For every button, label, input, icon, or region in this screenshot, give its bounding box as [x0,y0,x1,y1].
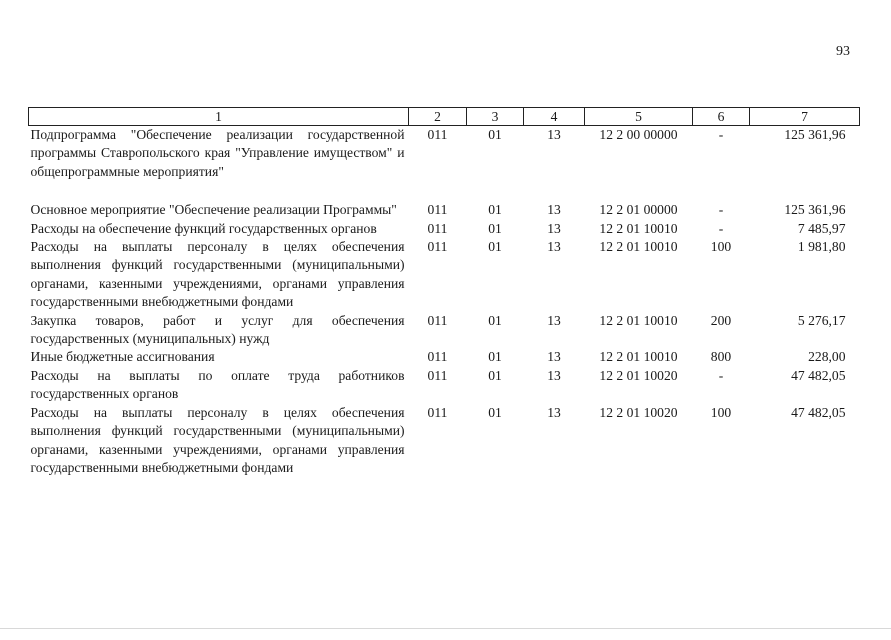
row-amount: 228,00 [808,349,846,365]
row-section-code: 01 [488,349,502,365]
table-row [29,126,860,182]
row-target-article: 12 2 01 10020 [599,404,678,420]
table-row [29,238,860,312]
row-ministry-code: 011 [427,239,448,255]
column-header-3: 3 [467,108,524,126]
row-expense-type: - [718,127,724,142]
row-section-code: 01 [488,202,502,218]
row-subsection-code: 13 [547,239,561,255]
row-target-article: 12 2 01 10010 [599,220,678,236]
row-name: Подпрограмма "Обеспечение реализации государственной программы Ставропольского края "Управление имуществом" и общепрограммные мероприятия" [30,127,405,179]
row-spacer [29,181,860,201]
row-amount: 47 482,05 [791,404,846,420]
row-target-article: 12 2 01 10010 [599,349,678,365]
row-ministry-code: 011 [427,404,448,420]
row-name: Иные бюджетные ассигнования [30,349,215,365]
row-subsection-code: 13 [547,349,561,365]
budget-table [28,107,860,477]
row-subsection-code: 13 [547,312,561,328]
row-ministry-code: 011 [427,349,448,365]
column-header-1: 1 [29,108,409,126]
row-expense-type: 100 [710,404,732,420]
row-expense-type: 800 [710,349,732,365]
row-amount: 125 361,96 [784,127,846,142]
row-name: Расходы на выплаты персоналу в целях обеспечения выполнения функций государственными (муниципальными) органами, казенными учреждениями, органами управления государственными внебюджетными фондами [30,239,405,310]
row-target-article: 12 2 01 10020 [599,367,678,383]
column-header-6: 6 [693,108,750,126]
row-name: Расходы на обеспечение функций государственных органов [30,220,377,236]
row-expense-type: - [718,202,724,218]
row-subsection-code: 13 [547,220,561,236]
row-expense-type: - [718,220,724,236]
column-header-7: 7 [750,108,860,126]
row-target-article: 12 2 00 00000 [599,127,678,142]
row-section-code: 01 [488,239,502,255]
column-header-2: 2 [409,108,467,126]
row-amount: 5 276,17 [797,312,846,328]
table-row [29,220,860,238]
row-amount: 125 361,96 [784,202,846,218]
page-number: 93 [836,44,850,59]
row-ministry-code: 011 [427,220,448,236]
row-target-article: 12 2 01 00000 [599,202,678,218]
row-section-code: 01 [488,312,502,328]
table-row [29,348,860,366]
row-section-code: 01 [488,127,502,142]
row-name: Закупка товаров, работ и услуг для обеспечения государственных (муниципальных) нужд [30,312,405,347]
row-ministry-code: 011 [427,127,448,142]
row-amount: 47 482,05 [791,367,846,383]
row-ministry-code: 011 [427,202,448,218]
column-header-5: 5 [585,108,693,126]
row-target-article: 12 2 01 10010 [599,239,678,255]
row-expense-type: 200 [710,312,732,328]
row-section-code: 01 [488,220,502,236]
row-expense-type: - [718,367,724,383]
row-name: Расходы на выплаты по оплате труда работников государственных органов [30,367,405,402]
row-expense-type: 100 [710,239,732,255]
column-header-4: 4 [524,108,585,126]
row-ministry-code: 011 [427,312,448,328]
table-header [29,108,860,126]
table-row [29,404,860,478]
row-section-code: 01 [488,404,502,420]
row-subsection-code: 13 [547,367,561,383]
row-name: Расходы на выплаты персоналу в целях обеспечения выполнения функций государственными (муниципальными) органами, казенными учреждениями, органами управления государственными внебюджетными фондами [30,404,405,475]
table-row [29,367,860,404]
scan-edge-divider [0,628,891,629]
row-subsection-code: 13 [547,202,561,218]
row-amount: 1 981,80 [797,239,846,255]
row-name: Основное мероприятие "Обеспечение реализации Программы" [30,202,397,218]
row-ministry-code: 011 [427,367,448,383]
row-subsection-code: 13 [547,404,561,420]
table-row [29,312,860,349]
table-row [29,201,860,219]
row-amount: 7 485,97 [797,220,846,236]
row-section-code: 01 [488,367,502,383]
row-subsection-code: 13 [547,127,561,142]
row-target-article: 12 2 01 10010 [599,312,678,328]
